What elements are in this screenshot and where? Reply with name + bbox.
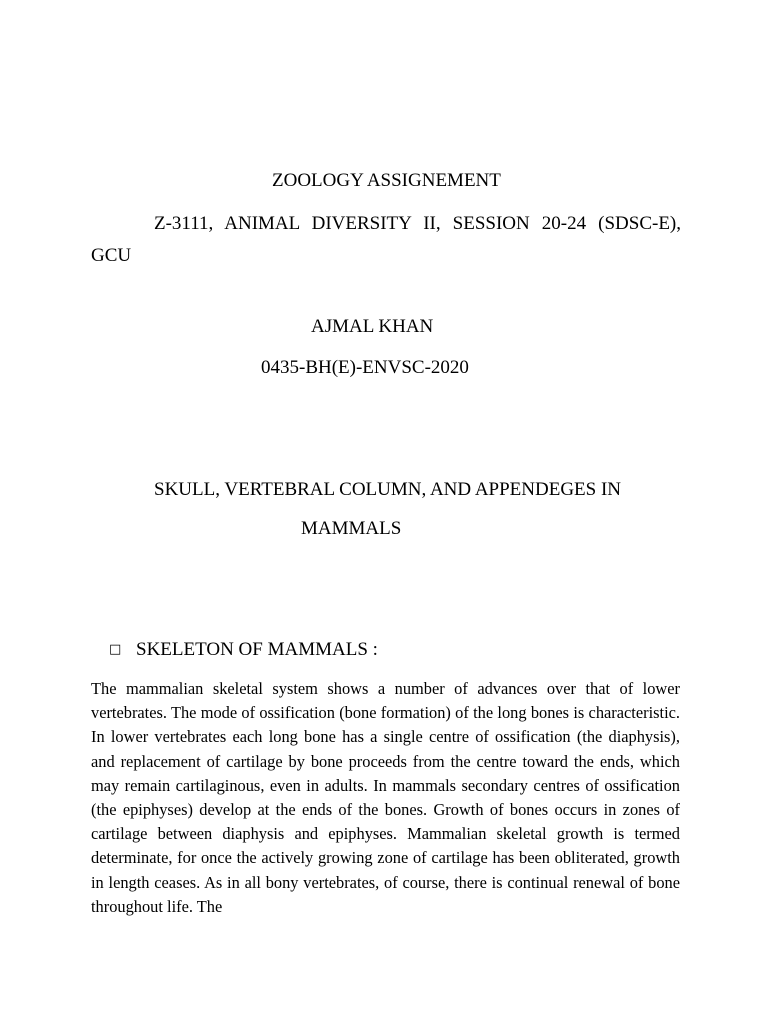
topic-title-line-2: MAMMALS [301, 518, 402, 539]
bullet-square-icon: □ [109, 642, 122, 657]
document-title: ZOOLOGY ASSIGNEMENT [272, 170, 501, 191]
section-heading: SKELETON OF MAMMALS : [136, 639, 378, 660]
roll-number: 0435-BH(E)-ENVSC-2020 [261, 357, 469, 378]
author-name: AJMAL KHAN [311, 316, 434, 337]
body-paragraph: The mammalian skeletal system shows a number of advances over that of lower vertebrates. The mode of ossification (bone formation) of the long bones is characteristic. In lower vertebrates each long bone has a single centre of ossification (the diaphysis), and replacement of cartilage by bone proceeds from the centre toward the ends, which may remain cartilaginous, even in adults. In mammals secondary centres of ossification (the epiphyses) develop at the ends of the bones. Growth of bones occurs in zones of cartilage between diaphysis and epiphyses. Mammalian skeletal growth is termed determinate, for once the actively growing zone of cartilage has been obliterated, growth in length ceases. As in all bony vertebrates, of course, there is continual renewal of bone throughout life. The [91, 679, 680, 916]
course-line: Z-3111, ANIMAL DIVERSITY II, SESSION 20-24 (SDSC-E), GCU [91, 213, 681, 266]
topic-title-line-1: SKULL, VERTEBRAL COLUMN, AND APPENDEGES IN [154, 479, 622, 500]
